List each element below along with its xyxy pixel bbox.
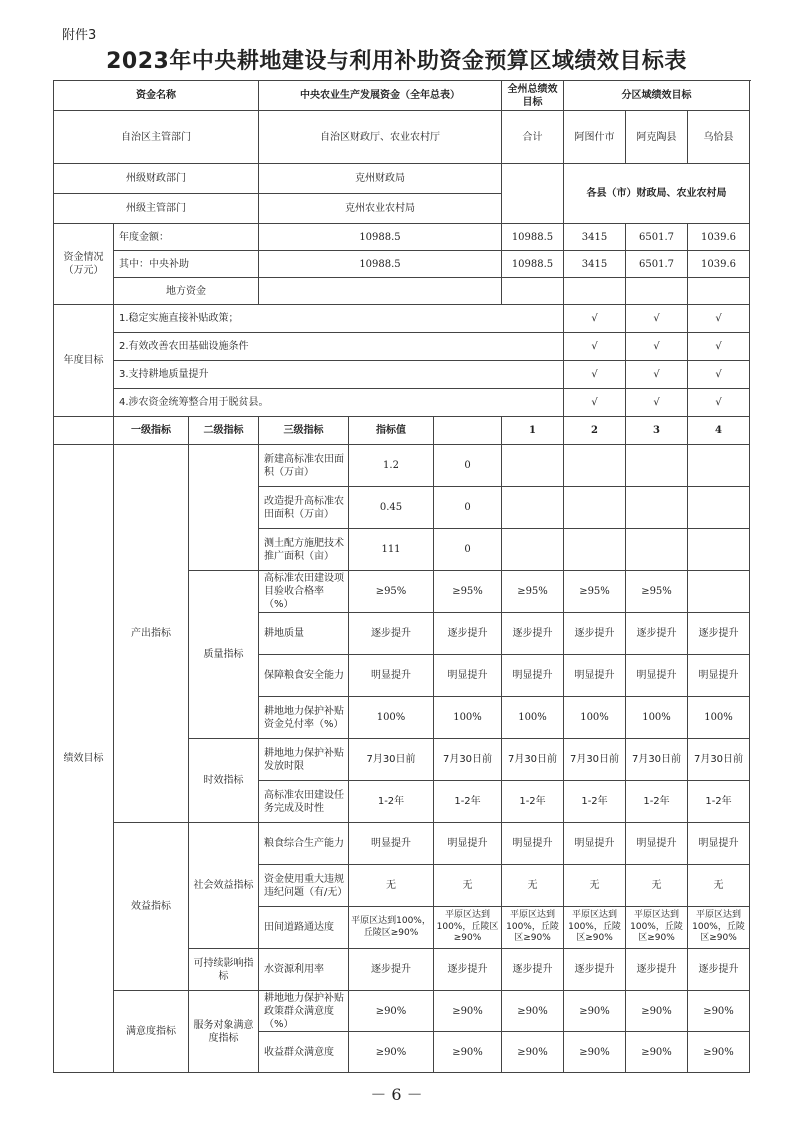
indicator-county: 1-2年 <box>502 781 564 823</box>
indicator-county <box>688 571 750 613</box>
indicator-county: 100% <box>688 697 750 739</box>
output-indicator-label: 产出指标 <box>114 445 189 823</box>
indicator-county: 明显提升 <box>502 823 564 865</box>
pref-admin-value: 克州农业农村局 <box>259 194 502 224</box>
indicator-county: 100% <box>564 697 626 739</box>
satisfaction-indicator-label: 满意度指标 <box>114 991 189 1073</box>
indicator-county <box>688 487 750 529</box>
indicator-total: 明显提升 <box>434 823 502 865</box>
annual-amount-label: 年度金额： <box>114 224 259 251</box>
check-mark: √ <box>688 305 750 333</box>
indicator-name: 改造提升高标准农田面积（万亩） <box>259 487 349 529</box>
indicator-value: ≥90% <box>349 991 434 1032</box>
indicator-county: 7月30日前 <box>688 739 750 781</box>
indicator-county: ≥95% <box>626 571 688 613</box>
indicator-value: ≥90% <box>349 1032 434 1073</box>
indicator-county <box>564 529 626 571</box>
level1-header: 一级指标 <box>114 417 189 445</box>
indicator-name: 耕地地力保护补贴政策群众满意度（%） <box>259 991 349 1032</box>
service-indicator-label: 服务对象满意度指标 <box>189 991 259 1073</box>
indicator-county: ≥90% <box>626 991 688 1032</box>
indicator-county: 明显提升 <box>626 655 688 697</box>
indicator-county: 7月30日前 <box>564 739 626 781</box>
indicator-county: 平原区达到100%，丘陵区≥90% <box>564 907 626 949</box>
page-number: － 6 － <box>370 1085 423 1104</box>
indicator-county: ≥95% <box>502 571 564 613</box>
indicator-county <box>626 529 688 571</box>
indicator-total: 100% <box>434 697 502 739</box>
check-mark: √ <box>564 361 626 389</box>
indicator-total: 逐步提升 <box>434 949 502 991</box>
check-mark: √ <box>626 361 688 389</box>
indicator-county <box>688 445 750 487</box>
annual-amount-total: 10988.5 <box>502 224 564 251</box>
check-mark: √ <box>626 389 688 417</box>
indicator-value: 逐步提升 <box>349 949 434 991</box>
annual-goals-label: 年度目标 <box>54 305 114 417</box>
indicator-name: 粮食综合生产能力 <box>259 823 349 865</box>
annual-goal-item: 4.涉农资金统筹整合用于脱贫县。 <box>114 389 564 417</box>
check-mark: √ <box>564 333 626 361</box>
indicator-county: 7月30日前 <box>502 739 564 781</box>
indicator-value: 1.2 <box>349 445 434 487</box>
indicator-value: 111 <box>349 529 434 571</box>
indicator-county: 平原区达到100%，丘陵区≥90% <box>502 907 564 949</box>
indicator-county: ≥90% <box>688 991 750 1032</box>
check-mark: √ <box>564 305 626 333</box>
indicator-total: ≥90% <box>434 1032 502 1073</box>
empty-cell <box>502 164 564 224</box>
check-mark: √ <box>688 361 750 389</box>
indicator-county: 平原区达到100%，丘陵区≥90% <box>626 907 688 949</box>
indicator-total: 无 <box>434 865 502 907</box>
county-header: 乌恰县 <box>688 111 750 164</box>
indicator-county: 逐步提升 <box>626 949 688 991</box>
check-mark: √ <box>688 389 750 417</box>
indicator-county: ≥90% <box>564 1032 626 1073</box>
indicator-county: 1-2年 <box>626 781 688 823</box>
check-mark: √ <box>626 333 688 361</box>
indicator-county <box>564 445 626 487</box>
indicator-county: ≥90% <box>502 991 564 1032</box>
indicator-county: 逐步提升 <box>502 949 564 991</box>
indicator-total: 平原区达到100%，丘陵区≥90% <box>434 907 502 949</box>
annual-amount-county: 3415 <box>564 224 626 251</box>
county-depts: 各县（市）财政局、农业农村局 <box>564 164 750 224</box>
annual-goal-item: 2.有效改善农田基础设施条件 <box>114 333 564 361</box>
annual-goal-item: 3.支持耕地质量提升 <box>114 361 564 389</box>
indicator-county: ≥95% <box>564 571 626 613</box>
indicator-county: 逐步提升 <box>502 613 564 655</box>
pref-finance-value: 克州财政局 <box>259 164 502 194</box>
performance-table <box>53 80 750 1073</box>
timeliness-indicator-label: 时效指标 <box>189 739 259 823</box>
indicator-county: 100% <box>626 697 688 739</box>
check-mark: √ <box>564 389 626 417</box>
indicator-name: 田间道路通达度 <box>259 907 349 949</box>
indicator-name: 耕地地力保护补贴发放时限 <box>259 739 349 781</box>
indicator-county: ≥90% <box>502 1032 564 1073</box>
indicator-name: 收益群众满意度 <box>259 1032 349 1073</box>
indicator-county: 100% <box>502 697 564 739</box>
region-dept-value: 自治区财政厅、农业农村厅 <box>259 111 502 164</box>
central-subsidy-label: 其中：中央补助 <box>114 251 259 278</box>
indicator-total: 7月30日前 <box>434 739 502 781</box>
annual-goal-item: 1.稳定实施直接补贴政策； <box>114 305 564 333</box>
indicator-value: 无 <box>349 865 434 907</box>
indicator-total: 0 <box>434 445 502 487</box>
indicator-county: 明显提升 <box>688 655 750 697</box>
central-subsidy-county: 6501.7 <box>626 251 688 278</box>
indicator-county <box>564 487 626 529</box>
indicator-county: 明显提升 <box>564 655 626 697</box>
indicator-total: 0 <box>434 487 502 529</box>
indicator-value: 0.45 <box>349 487 434 529</box>
indicator-county: 明显提升 <box>502 655 564 697</box>
funds-label: 资金情况（万元） <box>54 224 114 305</box>
indicator-county: ≥90% <box>564 991 626 1032</box>
indicator-county: 逐步提升 <box>688 949 750 991</box>
indicator-county: 无 <box>564 865 626 907</box>
col-number: 3 <box>626 417 688 445</box>
indicator-county: 1-2年 <box>564 781 626 823</box>
county-header: 阿克陶县 <box>626 111 688 164</box>
fund-name-value: 中央农业生产发展资金（全年总表） <box>259 81 502 111</box>
indicator-county: 平原区达到100%，丘陵区≥90% <box>688 907 750 949</box>
indicator-value: 7月30日前 <box>349 739 434 781</box>
indicator-value: 明显提升 <box>349 655 434 697</box>
social-indicator-label: 社会效益指标 <box>189 823 259 949</box>
indicator-county: 明显提升 <box>564 823 626 865</box>
indicator-county: 逐步提升 <box>564 613 626 655</box>
indicator-value: 逐步提升 <box>349 613 434 655</box>
indicator-county: ≥90% <box>688 1032 750 1073</box>
indicator-county: 1-2年 <box>688 781 750 823</box>
indicator-county: 7月30日前 <box>626 739 688 781</box>
indicator-county: 无 <box>688 865 750 907</box>
check-mark: √ <box>626 305 688 333</box>
indicator-name: 高标准农田建设任务完成及时性 <box>259 781 349 823</box>
indicator-name: 耕地地力保护补贴资金兑付率（%） <box>259 697 349 739</box>
col-number: 2 <box>564 417 626 445</box>
indicator-county: 无 <box>502 865 564 907</box>
pref-finance-label: 州级财政部门 <box>54 164 259 194</box>
sustain-indicator-label: 可持续影响指标 <box>189 949 259 991</box>
indicator-county <box>502 487 564 529</box>
region-target-label: 分区域绩效目标 <box>564 81 750 111</box>
indicator-name: 耕地质量 <box>259 613 349 655</box>
total-target-label: 全州总绩效目标 <box>502 81 564 111</box>
indicator-county: 明显提升 <box>688 823 750 865</box>
indicator-total: 逐步提升 <box>434 613 502 655</box>
indicator-county: ≥90% <box>626 1032 688 1073</box>
indicator-total: ≥90% <box>434 991 502 1032</box>
indicator-county <box>502 445 564 487</box>
indicator-name: 高标准农田建设项目验收合格率（%） <box>259 571 349 613</box>
indicator-county: 无 <box>626 865 688 907</box>
central-subsidy-county: 1039.6 <box>688 251 750 278</box>
perf-label: 绩效目标 <box>54 445 114 1073</box>
indicator-total: ≥95% <box>434 571 502 613</box>
attachment-label: 附件3 <box>62 28 97 43</box>
local-funds-label: 地方资金 <box>114 278 259 305</box>
indicator-county: 逐步提升 <box>564 949 626 991</box>
fund-name-label: 资金名称 <box>54 81 259 111</box>
annual-amount-county: 1039.6 <box>688 224 750 251</box>
quality-indicator-label: 质量指标 <box>189 571 259 739</box>
col-number: 4 <box>688 417 750 445</box>
level3-header: 三级指标 <box>259 417 349 445</box>
effect-indicator-label: 效益指标 <box>114 823 189 991</box>
indicator-county <box>626 445 688 487</box>
annual-amount-county: 6501.7 <box>626 224 688 251</box>
value-header: 指标值 <box>349 417 434 445</box>
indicator-county <box>502 529 564 571</box>
indicator-total: 1-2年 <box>434 781 502 823</box>
indicator-total: 0 <box>434 529 502 571</box>
indicator-value: 明显提升 <box>349 823 434 865</box>
indicator-county: 逐步提升 <box>626 613 688 655</box>
central-subsidy-total: 10988.5 <box>502 251 564 278</box>
indicator-name: 新建高标准农田面积（万亩） <box>259 445 349 487</box>
col-number: 1 <box>502 417 564 445</box>
county-header: 阿图什市 <box>564 111 626 164</box>
region-dept-label: 自治区主管部门 <box>54 111 259 164</box>
page-title: 2023年中央耕地建设与利用补助资金预算区域绩效目标表 <box>106 49 687 74</box>
indicator-value: 1-2年 <box>349 781 434 823</box>
central-subsidy-value: 10988.5 <box>259 251 502 278</box>
indicator-name: 测土配方施肥技术推广面积（亩） <box>259 529 349 571</box>
level2-header: 二级指标 <box>189 417 259 445</box>
indicator-total: 明显提升 <box>434 655 502 697</box>
central-subsidy-county: 3415 <box>564 251 626 278</box>
total-header: 合计 <box>502 111 564 164</box>
indicator-value: 100% <box>349 697 434 739</box>
indicator-county: 逐步提升 <box>688 613 750 655</box>
indicator-name: 保障粮食安全能力 <box>259 655 349 697</box>
indicator-value: ≥95% <box>349 571 434 613</box>
indicator-county <box>688 529 750 571</box>
indicator-value: 平原区达到100%，丘陵区≥90% <box>349 907 434 949</box>
pref-admin-label: 州级主管部门 <box>54 194 259 224</box>
check-mark: √ <box>688 333 750 361</box>
annual-amount-value: 10988.5 <box>259 224 502 251</box>
indicator-county: 明显提升 <box>626 823 688 865</box>
indicator-name: 资金使用重大违规违纪问题（有/无） <box>259 865 349 907</box>
indicator-name: 水资源利用率 <box>259 949 349 991</box>
indicator-county <box>626 487 688 529</box>
